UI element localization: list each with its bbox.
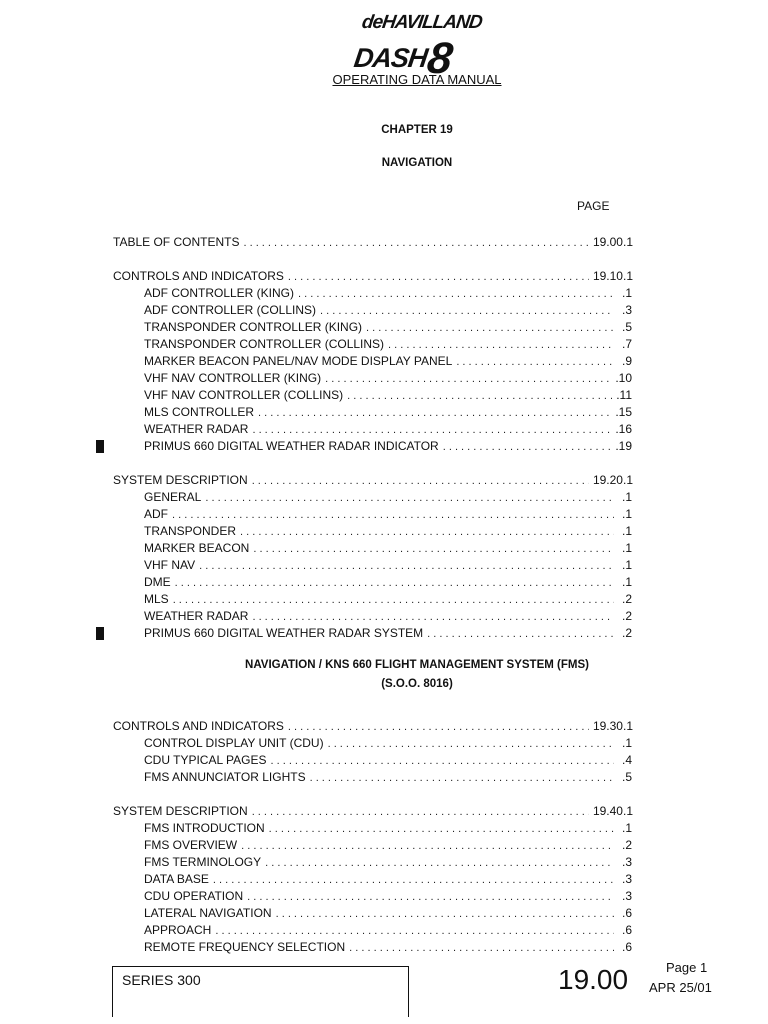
toc-label: APPROACH (144, 923, 212, 937)
fms-section-title: NAVIGATION / KNS 660 FLIGHT MANAGEMENT SYSTEM (FMS) (245, 659, 589, 671)
toc-page-ref: 19.10.1 (592, 269, 633, 283)
toc-row (144, 405, 632, 421)
toc-label: FMS TERMINOLOGY (144, 855, 262, 869)
dot-leader (175, 577, 614, 589)
toc-page-ref: 19.30.1 (592, 719, 633, 733)
dot-leader (252, 806, 589, 818)
toc-row (113, 473, 633, 489)
toc-label: PRIMUS 660 DIGITAL WEATHER RADAR SYSTEM (144, 626, 424, 640)
toc-page-ref: .2 (621, 626, 632, 640)
dot-leader (443, 441, 612, 453)
dot-leader (388, 339, 614, 351)
dot-leader (325, 373, 611, 385)
toc-page-ref: .1 (621, 490, 632, 504)
series-label: SERIES 300 (122, 972, 201, 988)
toc-page-ref: .3 (621, 889, 632, 903)
toc-page-ref: .2 (621, 609, 632, 623)
dash8-logo-number: 8 (424, 34, 455, 83)
toc-label: MLS (144, 592, 169, 606)
chapter-title: NAVIGATION (381, 157, 453, 169)
revision-date: APR 25/01 (649, 980, 712, 995)
toc-label: REMOTE FREQUENCY SELECTION (144, 940, 346, 954)
dash8-logo (351, 28, 455, 83)
toc-row (144, 524, 632, 540)
toc-label: TABLE OF CONTENTS (113, 235, 240, 249)
toc-page-ref: .6 (621, 940, 632, 954)
toc-page-ref: .5 (621, 320, 632, 334)
toc-label: CONTROL DISPLAY UNIT (CDU) (144, 736, 324, 750)
dot-leader (243, 237, 588, 249)
toc-label: CONTROLS AND INDICATORS (113, 269, 284, 283)
toc-page-ref: .1 (621, 524, 632, 538)
toc-label: DATA BASE (144, 872, 209, 886)
toc-page-ref: .16 (615, 422, 632, 436)
toc-page-ref: .10 (615, 371, 632, 385)
toc-row (113, 804, 633, 820)
dot-leader (252, 475, 589, 487)
page-column-header: PAGE (577, 199, 610, 213)
toc-label: FMS OVERVIEW (144, 838, 238, 852)
toc-row (144, 770, 632, 786)
toc-page-ref: .1 (621, 575, 632, 589)
dot-leader (173, 594, 614, 606)
toc-row (144, 558, 632, 574)
toc-row (144, 575, 632, 591)
dot-leader (298, 288, 614, 300)
dot-leader (258, 407, 611, 419)
dot-leader (205, 492, 614, 504)
toc-page-ref: 19.20.1 (592, 473, 633, 487)
dehavilland-logo: deHAVILLAND (360, 12, 484, 33)
dot-leader (366, 322, 614, 334)
toc-label: WEATHER RADAR (144, 609, 249, 623)
toc-label: CDU TYPICAL PAGES (144, 753, 267, 767)
toc-row (144, 507, 632, 523)
page-number: Page 1 (666, 960, 708, 975)
toc-label: WEATHER RADAR (144, 422, 249, 436)
toc-label: TRANSPONDER CONTROLLER (COLLINS) (144, 337, 385, 351)
toc-page-ref: .11 (616, 388, 632, 402)
dot-leader (288, 721, 589, 733)
dot-leader (240, 526, 614, 538)
toc-page-ref: .9 (621, 354, 632, 368)
toc-label: CDU OPERATION (144, 889, 244, 903)
toc-row (113, 719, 633, 735)
toc-page-ref: .1 (621, 558, 632, 572)
toc-label: VHF NAV CONTROLLER (KING) (144, 371, 322, 385)
toc-row (144, 490, 632, 506)
dot-leader (349, 942, 614, 954)
toc-label: PRIMUS 660 DIGITAL WEATHER RADAR INDICATOR (144, 439, 439, 453)
toc-row (144, 303, 632, 319)
toc-page-ref: .1 (621, 736, 632, 750)
toc-label: MARKER BEACON (144, 541, 250, 555)
toc-label: MLS CONTROLLER (144, 405, 255, 419)
toc-page-ref: .19 (615, 439, 632, 453)
dot-leader (247, 891, 614, 903)
dot-leader (253, 543, 614, 555)
toc-page-ref: .3 (621, 872, 632, 886)
toc-label: LATERAL NAVIGATION (144, 906, 272, 920)
toc-page-ref: .1 (621, 541, 632, 555)
change-bar (96, 440, 104, 453)
toc-page-ref: .4 (621, 753, 632, 767)
toc-row (144, 855, 632, 871)
toc-label: FMS ANNUNCIATOR LIGHTS (144, 770, 306, 784)
toc-label: DME (144, 575, 171, 589)
toc-label: VHF NAV CONTROLLER (COLLINS) (144, 388, 344, 402)
dot-leader (270, 755, 614, 767)
toc-page-ref: .7 (621, 337, 632, 351)
toc-row (144, 609, 632, 625)
section-number: 19.00 (558, 964, 629, 995)
toc-row (144, 923, 632, 939)
toc-label: ADF CONTROLLER (KING) (144, 286, 295, 300)
dot-leader (310, 772, 614, 784)
toc-page-ref: 19.00.1 (592, 235, 633, 249)
toc-page-ref: .3 (621, 855, 632, 869)
toc-label: GENERAL (144, 490, 202, 504)
toc-row (144, 753, 632, 769)
dot-leader (288, 271, 589, 283)
dot-leader (265, 857, 614, 869)
manual-title: OPERATING DATA MANUAL (332, 72, 502, 87)
toc-row (144, 371, 632, 387)
change-bar (96, 627, 104, 640)
dot-leader (199, 560, 614, 572)
dot-leader (215, 925, 614, 937)
dot-leader (328, 738, 614, 750)
toc-row (144, 439, 632, 455)
toc-label: FMS INTRODUCTION (144, 821, 265, 835)
dot-leader (241, 840, 614, 852)
toc-page-ref: .1 (621, 821, 632, 835)
toc-row (144, 838, 632, 854)
toc-label: TRANSPONDER CONTROLLER (KING) (144, 320, 363, 334)
toc-label: SYSTEM DESCRIPTION (113, 804, 248, 818)
dot-leader (320, 305, 614, 317)
toc-label: TRANSPONDER (144, 524, 237, 538)
toc-row (144, 592, 632, 608)
toc-row (144, 320, 632, 336)
dash8-logo-text: DASH (352, 43, 429, 73)
toc-page-ref: .6 (621, 906, 632, 920)
dot-leader (252, 424, 611, 436)
toc-label: VHF NAV (144, 558, 196, 572)
chapter-number: CHAPTER 19 (381, 124, 453, 136)
toc-label: SYSTEM DESCRIPTION (113, 473, 248, 487)
toc-page-ref: 19.40.1 (592, 804, 633, 818)
toc-row (144, 626, 632, 642)
toc-label: ADF (144, 507, 168, 521)
toc-row (144, 889, 632, 905)
toc-page-ref: .6 (621, 923, 632, 937)
dot-leader (276, 908, 614, 920)
toc-row (144, 541, 632, 557)
toc-page-ref: .3 (621, 303, 632, 317)
toc-page-ref: .5 (621, 770, 632, 784)
dot-leader (456, 356, 614, 368)
dot-leader (269, 823, 614, 835)
toc-row (113, 269, 633, 285)
toc-row (144, 906, 632, 922)
toc-row (144, 286, 632, 302)
fms-section-subtitle: (S.O.O. 8016) (381, 678, 453, 690)
dot-leader (252, 611, 614, 623)
toc-page-ref: .1 (621, 507, 632, 521)
dot-leader (347, 390, 612, 402)
toc-row (144, 940, 632, 956)
toc-row (144, 872, 632, 888)
dot-leader (172, 509, 614, 521)
toc-row (144, 736, 632, 752)
toc-row (144, 388, 632, 404)
toc-label: ADF CONTROLLER (COLLINS) (144, 303, 317, 317)
toc-label: MARKER BEACON PANEL/NAV MODE DISPLAY PANEL (144, 354, 453, 368)
toc-page-ref: .2 (621, 592, 632, 606)
toc-row (144, 354, 632, 370)
toc-row (144, 337, 632, 353)
toc-page-ref: .15 (615, 405, 632, 419)
toc-row (144, 821, 632, 837)
toc-page-ref: .1 (621, 286, 632, 300)
toc-row (144, 422, 632, 438)
dot-leader (427, 628, 614, 640)
toc-page-ref: .2 (621, 838, 632, 852)
toc-row (113, 235, 633, 251)
dot-leader (213, 874, 614, 886)
toc-label: CONTROLS AND INDICATORS (113, 719, 284, 733)
